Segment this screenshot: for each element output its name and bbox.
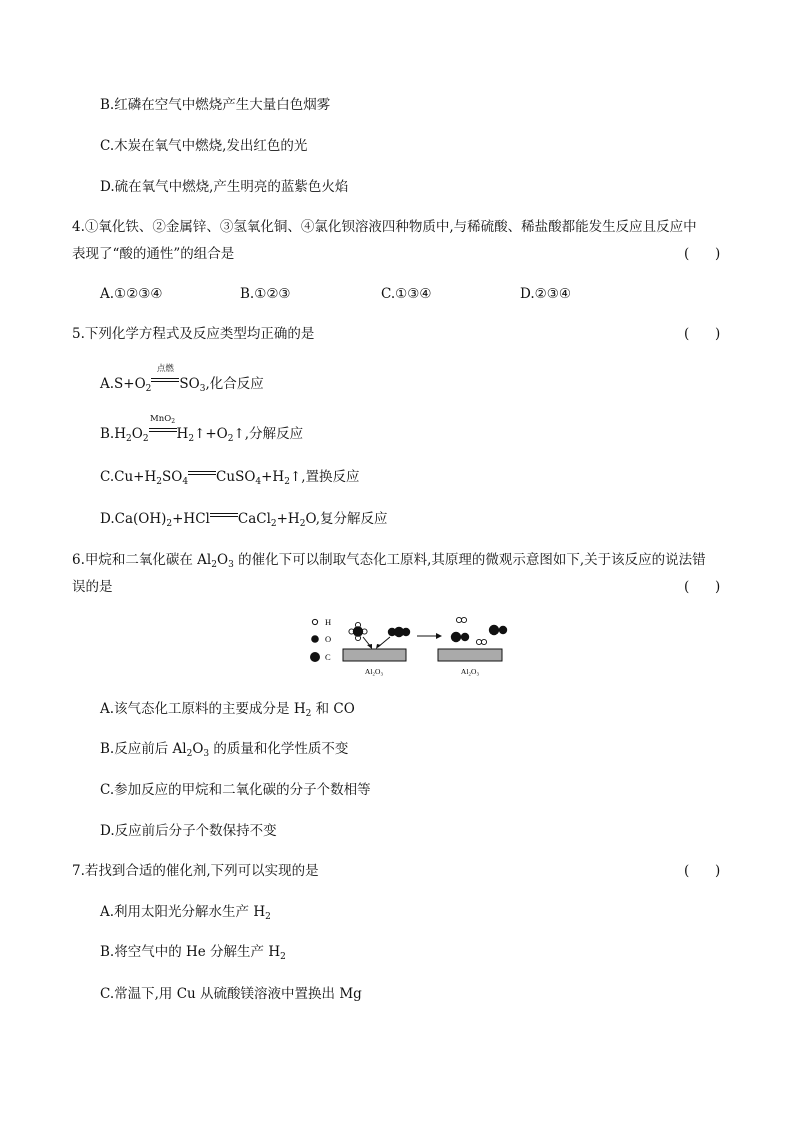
reaction-arrow bbox=[188, 469, 216, 479]
carbon-dioxide-molecule-icon bbox=[388, 627, 410, 637]
legend-h-label: H bbox=[325, 617, 332, 627]
q5-answer-blank: ( ) bbox=[684, 326, 721, 342]
catalyst-plate-left bbox=[343, 649, 406, 661]
q7-answer-blank: ( ) bbox=[684, 863, 721, 879]
reaction-arrow bbox=[210, 511, 238, 521]
process-arrow-head-icon bbox=[436, 633, 442, 639]
q3-option-d: D.硫在氧气中燃烧,产生明亮的蓝紫色火焰 bbox=[100, 179, 349, 195]
oxygen-atom-legend-icon bbox=[311, 635, 319, 643]
reaction-arrow: MnO$_2$ bbox=[149, 426, 177, 436]
q7-stem: 7.若找到合适的催化剂,下列可以实现的是 bbox=[72, 863, 319, 879]
q5-option-c: $C.Cu+H_2SO_4$ $CuSO_4+H_2↑$,置换反应 bbox=[100, 469, 360, 487]
q7-option-a: A.利用太阳光分解水生产 $H_2$ bbox=[100, 904, 271, 922]
q5-option-b: $B.H_2O_2$ MnO$_2$ $H_2↑+O_2↑$,分解反应 bbox=[100, 414, 304, 444]
q6-option-c: C.参加反应的甲烷和二氧化碳的分子个数相等 bbox=[100, 782, 371, 798]
hydrogen-molecule-icon bbox=[456, 617, 466, 622]
arrow-head-icon bbox=[367, 644, 372, 649]
q6-option-d: D.反应前后分子个数保持不变 bbox=[100, 823, 277, 839]
q6-stem-line2: 误的是 bbox=[72, 579, 113, 595]
q6-option-a: A.该气态化工原料的主要成分是 $H_2$ 和 CO bbox=[100, 701, 355, 719]
q4-option-d: D.②③④ bbox=[520, 286, 571, 302]
hydrogen-atom-legend-icon bbox=[312, 619, 317, 624]
legend-o-label: O bbox=[325, 634, 332, 644]
q4-answer-blank: ( ) bbox=[684, 246, 721, 262]
q4-option-b: B.①②③ bbox=[240, 286, 291, 302]
q4-option-c: C.①③④ bbox=[381, 286, 432, 302]
q6-option-b: B.反应前后 $Al_2O_3$ 的质量和化学性质不变 bbox=[100, 741, 349, 759]
q4-option-a: A.①②③④ bbox=[100, 286, 163, 302]
q5-stem: 5.下列化学方程式及反应类型均正确的是 bbox=[72, 326, 315, 342]
q4-stem-line1: 4.①氧化铁、②金属锌、③氢氧化铜、④氯化钡溶液四种物质中,与稀硫酸、稀盐酸都能发生反应且反应中 bbox=[72, 219, 697, 235]
q7-option-b: B.将空气中的 He 分解生产 $H_2$ bbox=[100, 944, 286, 962]
plate-right-label: Al₂O₃ bbox=[460, 667, 480, 676]
legend-c-label: C bbox=[325, 652, 331, 662]
q7-option-c: C.常温下,用 Cu 从硫酸镁溶液中置换出 Mg bbox=[100, 986, 362, 1002]
carbon-monoxide-molecule-icon bbox=[489, 625, 507, 635]
hydrogen-molecule-icon bbox=[476, 639, 486, 644]
carbon-monoxide-molecule-icon bbox=[451, 632, 469, 642]
q5-option-a: $A.S+O_2$ 点燃 $SO_3$,化合反应 bbox=[100, 364, 264, 394]
q6-answer-blank: ( ) bbox=[684, 579, 721, 595]
q5-option-d: $D.Ca(OH)_2+HCl$ $CaCl_2+H_2O$,复分解反应 bbox=[100, 511, 388, 529]
q4-stem-line2: 表现了“酸的通性”的组合是 bbox=[72, 246, 235, 262]
plate-left-label: Al₂O₃ bbox=[364, 667, 384, 676]
q6-stem-line1: 6.甲烷和二氧化碳在 $Al_2O_3$ 的催化下可以制取气态化工原料,其原理的微观示意图如下,关于该反应的说法错 bbox=[72, 552, 706, 570]
catalyst-plate-right bbox=[438, 649, 502, 661]
methane-molecule-icon bbox=[349, 622, 367, 640]
reaction-micro-diagram bbox=[305, 614, 525, 682]
carbon-atom-legend-icon bbox=[310, 652, 320, 662]
q3-option-c: C.木炭在氧气中燃烧,发出红色的光 bbox=[100, 138, 308, 154]
reaction-arrow: 点燃 bbox=[151, 376, 179, 386]
q3-option-b: B.红磷在空气中燃烧产生大量白色烟雾 bbox=[100, 97, 331, 113]
